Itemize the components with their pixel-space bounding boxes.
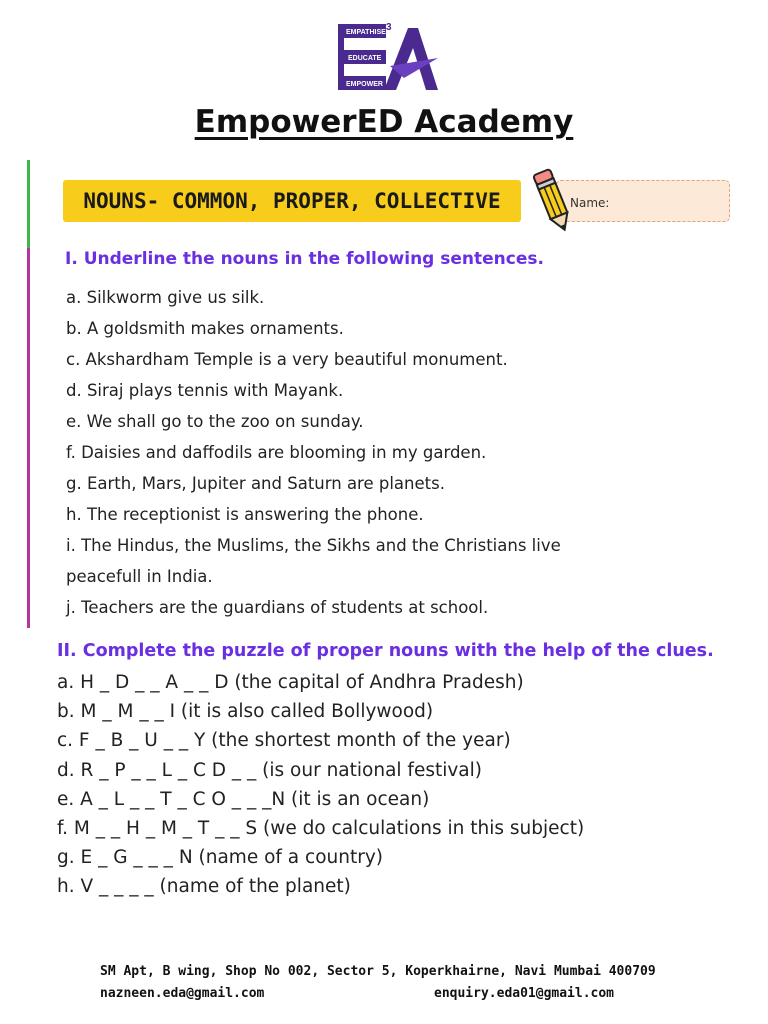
page-title: EmpowerED Academy xyxy=(194,104,574,140)
list-item: b. A goldsmith makes ornaments. xyxy=(66,319,344,338)
list-item: d. Siraj plays tennis with Mayank. xyxy=(66,381,344,400)
list-item: h. V _ _ _ _ (name of the planet) xyxy=(57,876,351,898)
left-accent-bar-magenta xyxy=(27,248,30,628)
list-item: b. M _ M _ _ I (it is also called Bollywood) xyxy=(57,701,434,723)
puzzle-list xyxy=(57,669,584,903)
list-item: f. M _ _ H _ M _ T _ _ S (we do calculations in this subject) xyxy=(57,817,585,839)
list-item: e. We shall go to the zoo on sunday. xyxy=(66,412,364,431)
list-item: h. The receptionist is answering the phone. xyxy=(66,505,424,524)
svg-text:EDUCATE: EDUCATE xyxy=(348,55,382,62)
footer-email-2[interactable]: enquiry.eda01@gmail.com xyxy=(434,986,615,1001)
list-item: g. E _ G _ _ _ N (name of a country) xyxy=(57,847,383,869)
logo-superscript: 3 xyxy=(386,22,392,33)
footer-email-1[interactable]: nazneen.eda@gmail.com xyxy=(100,986,265,1001)
section-1-heading: I. Underline the nouns in the following sentences. xyxy=(65,249,544,269)
svg-text:EMPOWER: EMPOWER xyxy=(346,81,383,88)
topic-banner: NOUNS- COMMON, PROPER, COLLECTIVE xyxy=(63,180,521,222)
svg-text:EMPATHISE: EMPATHISE xyxy=(346,29,386,36)
name-label: Name: xyxy=(570,196,610,210)
list-item-continuation: peacefull in India. xyxy=(66,567,213,586)
list-item: g. Earth, Mars, Jupiter and Saturn are planets. xyxy=(66,474,445,493)
list-item: a. H _ D _ _ A _ _ D (the capital of Andhra Pradesh) xyxy=(57,672,524,693)
sentence-list xyxy=(66,285,561,626)
footer-address: SM Apt, B wing, Shop No 002, Sector 5, Koperkhairne, Navi Mumbai 400709 xyxy=(100,964,656,979)
list-item: f. Daisies and daffodils are blooming in my garden. xyxy=(66,443,487,462)
left-accent-bar-green xyxy=(27,160,30,248)
pencil-icon xyxy=(528,164,578,238)
list-item: a. Silkworm give us silk. xyxy=(66,288,265,307)
list-item: e. A _ L _ _ T _ C O _ _ _N (it is an ocean) xyxy=(57,788,430,810)
list-item: d. R _ P _ _ L _ C D _ _ (is our national festival) xyxy=(57,759,483,781)
list-item: c. F _ B _ U _ _ Y (the shortest month of the year) xyxy=(57,730,511,752)
list-item: i. The Hindus, the Muslims, the Sikhs and the Christians live xyxy=(66,536,561,555)
list-item: j. Teachers are the guardians of students at school. xyxy=(66,598,489,617)
list-item: c. Akshardham Temple is a very beautiful monument. xyxy=(66,350,508,369)
section-2-heading: II. Complete the puzzle of proper nouns with the help of the clues. xyxy=(57,641,714,661)
